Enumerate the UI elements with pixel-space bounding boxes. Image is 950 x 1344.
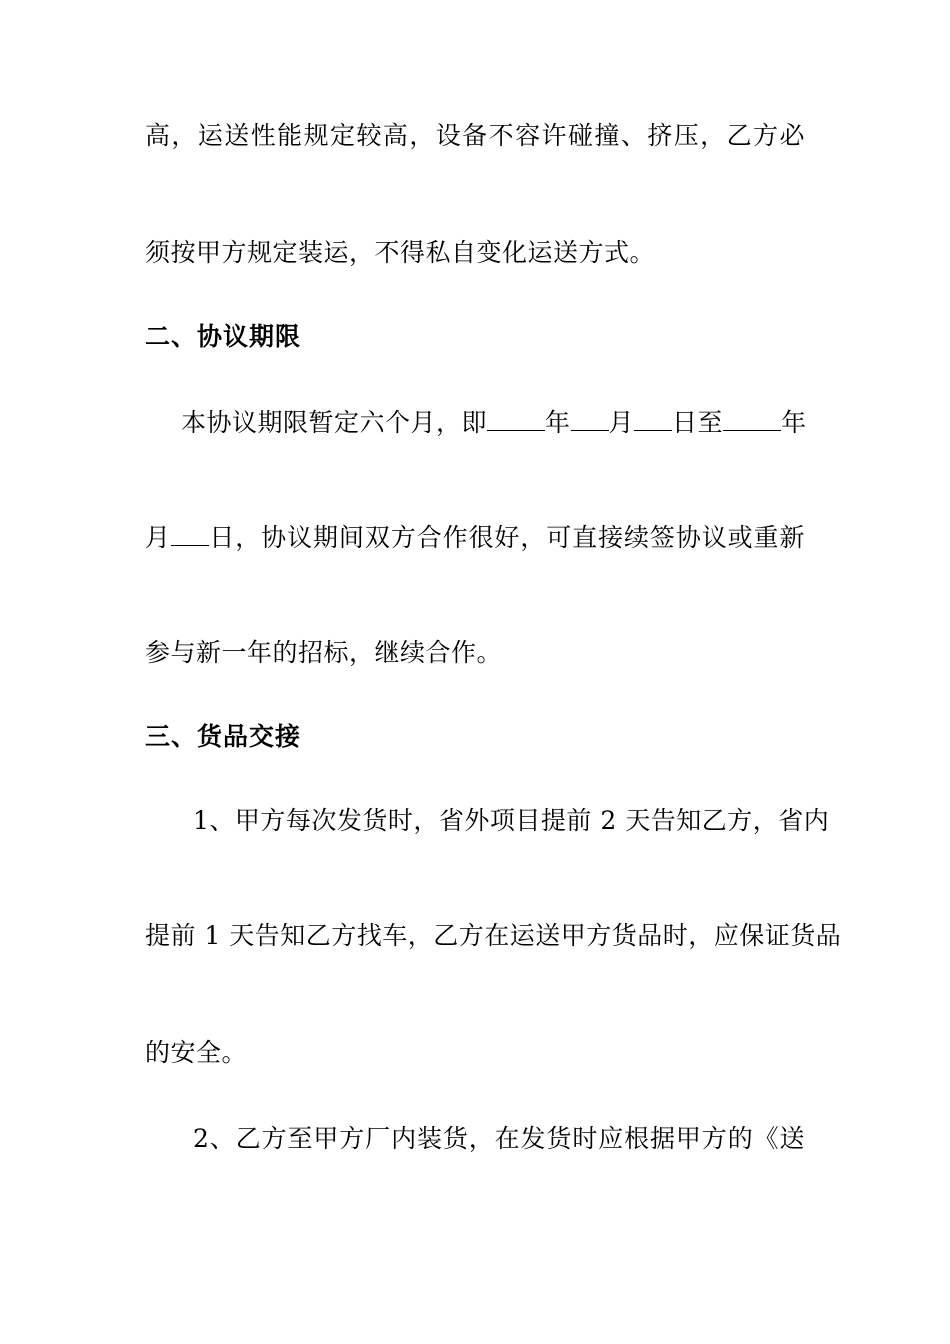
paragraph-line: 2、乙方至甲方厂内装货，在发货时应根据甲方的《送 bbox=[193, 1124, 805, 1153]
fill-in-blank bbox=[487, 404, 545, 431]
paragraph-line: 的安全。 bbox=[145, 1038, 248, 1067]
text-segment: 月 bbox=[608, 408, 635, 437]
paragraph-line: 1、甲方每次发货时，省外项目提前 2 天告知乙方，省内 bbox=[193, 806, 830, 835]
text-segment: 年 bbox=[781, 408, 807, 437]
text-segment: 日至 bbox=[672, 408, 724, 437]
paragraph-line bbox=[181, 404, 805, 440]
paragraph-line bbox=[145, 519, 805, 555]
paragraph-line: 参与新一年的招标，继续合作。 bbox=[145, 638, 503, 667]
text-segment: 本协议期限暂定六个月，即 bbox=[181, 408, 488, 437]
text-segment: 月 bbox=[145, 523, 171, 552]
paragraph-line: 提前 1 天告知乙方找车，乙方在运送甲方货品时，应保证货品 bbox=[145, 921, 842, 950]
text-segment: 年 bbox=[545, 408, 571, 437]
text-segment: 日，协议期间双方合作很好，可直接续签协议或重新 bbox=[208, 523, 805, 552]
section-heading: 三、货品交接 bbox=[145, 722, 302, 751]
fill-in-blank bbox=[571, 404, 609, 431]
fill-in-blank bbox=[171, 519, 209, 546]
body-text-line: 高，运送性能规定较高，设备不容许碰撞、挤压，乙方必 bbox=[145, 121, 805, 150]
section-heading: 二、协议期限 bbox=[145, 322, 302, 351]
body-text-line: 须按甲方规定装运，不得私自变化运送方式。 bbox=[145, 238, 656, 267]
fill-in-blank bbox=[634, 404, 672, 431]
fill-in-blank bbox=[723, 404, 781, 431]
